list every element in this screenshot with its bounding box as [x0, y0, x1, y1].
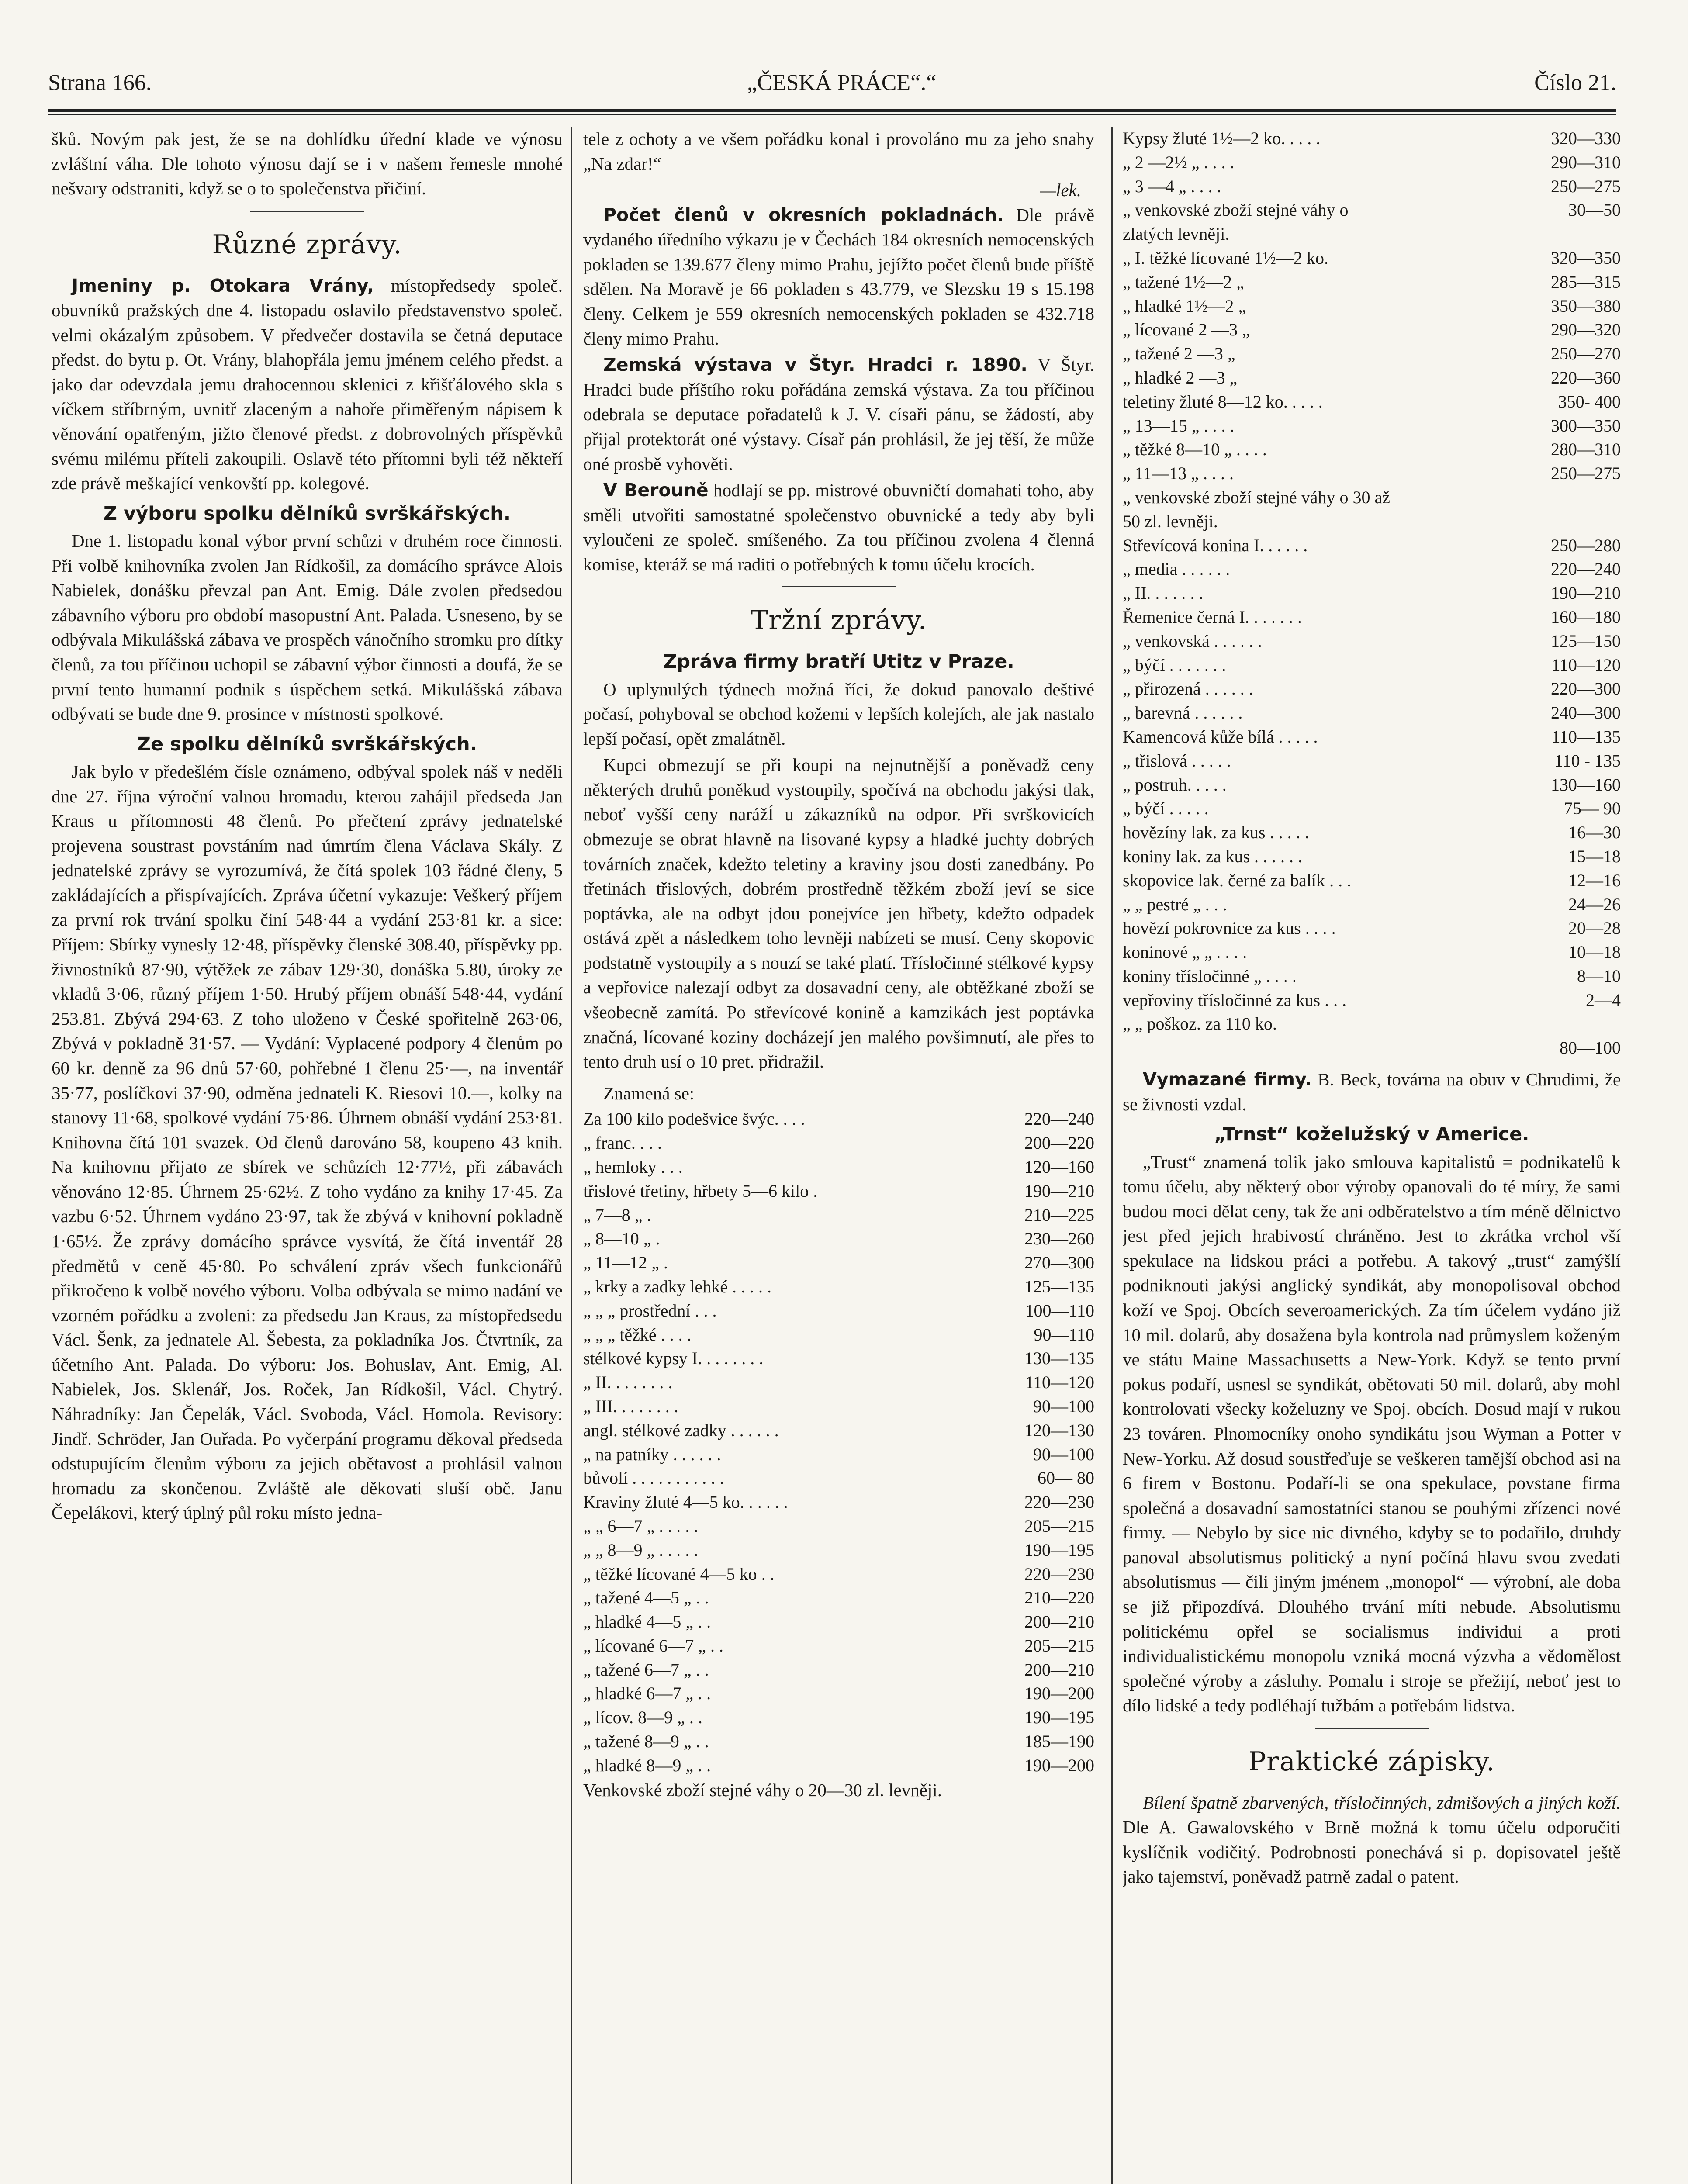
price-list: [1123, 127, 1621, 1060]
price-value: 30—50: [1568, 200, 1621, 220]
price-label: „ krky a zadky lehké . . . . .: [583, 1276, 771, 1296]
price-label: „ „ poškoz. za 110 ko.: [1123, 1014, 1277, 1034]
price-row: [1123, 390, 1621, 414]
note-title: Bílení špatně zbarvených, třísločinných, zdmišových a jiných koží.: [1143, 1792, 1621, 1813]
price-row: [1123, 964, 1621, 988]
price-row: [1123, 629, 1621, 653]
price-row: [583, 1419, 1094, 1443]
article-continuation: šků. Novým pak jest, že se na dohlídku úřední klade ve výnosu zvláštní váha. Dle tohoto výnosu dají se i v našem řemesle mnohé nešvary odstraniti, když se o to společenstva přičiní.: [52, 129, 563, 199]
price-value: 110—135: [1551, 726, 1621, 746]
price-label: „ hladké 1½—2 „: [1123, 296, 1246, 316]
price-label: „ venkovská . . . . . .: [1123, 631, 1262, 651]
price-label: „ tažené 2 —3 „: [1123, 344, 1235, 364]
price-value: 230—260: [1024, 1229, 1094, 1249]
price-label: Kraviny žluté 4—5 ko. . . . . .: [583, 1492, 788, 1512]
news-item-text: „Trust“ znamená tolik jako smlouva kapitalistů = podnikatelů k tomu účelu, aby některý obor výroby opanovali do té míry, že sami budou moci dělat ceny, tak že ani odběratelstvo a tím méně dělnictvo jest před jejich hrabivostí chráněno. Jest to zkrátka vrchol vší spekulace na lidskou práci a potřebu. A takový „trust“ zamýšlí podniknouti jakýsi anglický syndikát, aby monopolisoval obchod koží ve Spoj. Obcích severoamerických. Za tím účelem vydáno již 10 mil. dolarů, aby dosažena byla kontrola nad průmyslem koženým ve státu Maine Massachusetts a New-York. Když se tento první pokus podaří, usnesl se syndikát, obětovati 50 mil. dolarů, aby mohl kontrolovati všecky koželuzny ve Spoj. obcích. Dosud mají v rukou 23 továren. Plnomocníky onoho syndikátu jsou Wyman a Potter v New-Yorku. Až dosud soustřeďuje se veškeren tamější obchod asi na 6 firem v Bostonu. Podaří-li se ona spekulace, povstane firma společná a dosavadní samostatníci stanou se pouhými zřízenci nové firmy. — Nebylo by sice nic divného, kdyby se to podařilo, druhdy panoval absolutismus politický a nyní počíná hlavu svou zvedati absolutismus — čili jiným jménem „monopol“ — výrobní, ale doba se již připozdívá. Dlouhého trvání míti nebude. Absolutismu politickému opřel se socialismus individui a proti individualistickému monopolu vzniká mocná výzvha a vědomělost společné výroby a zásluhy. Pomalu i stroje se přežijí, neboť jest to dílo lidské a tedy podléhají tužbám a potřebám lidstva.: [1123, 1151, 1621, 1716]
price-value: 110 - 135: [1554, 750, 1621, 771]
price-label: „ I. těžké lícované 1½—2 ko.: [1123, 248, 1328, 268]
price-value: 250—275: [1551, 176, 1621, 196]
news-item: [583, 478, 1094, 577]
price-row: [1123, 414, 1621, 438]
price-value: 250—270: [1551, 344, 1621, 364]
price-value: 205—215: [1024, 1516, 1094, 1536]
price-label: „ „ pestré „ . . .: [1123, 894, 1227, 914]
price-value: 185—190: [1024, 1731, 1094, 1752]
price-row: [1123, 581, 1621, 605]
price-row: [1123, 940, 1621, 964]
author-signature: —lek.: [1040, 180, 1081, 200]
report-paragraph: O uplynulých týdnech možná říci, že dokud panovalo deštivé počasí, pohyboval se obchod kožemi v lepších kolejích, ale jak nastalo lepší počasí, opět zmalátněl.: [583, 679, 1094, 749]
price-list: [583, 1107, 1094, 1777]
price-label: bůvolí . . . . . . . . . . .: [583, 1468, 724, 1488]
price-value: 60— 80: [1038, 1468, 1094, 1488]
price-value: [1615, 510, 1621, 534]
price-row: [1123, 749, 1621, 773]
price-row: [1123, 677, 1621, 701]
news-item-text: V Štyr. Hradci bude příštího roku pořádána zemská výstava. Za tou příčinou odebrala se deputace pořadatelů k J. V. císaři pánu, se žádostí, aby přijal protektorát oné výstavy. Císař pán prohlásil, že jej těší, že může oné prosbě vyhověti.: [583, 355, 1094, 474]
price-list-note: Venkovské zboží stejné váhy o 20—30 zl. levněji.: [583, 1780, 942, 1800]
news-item-title: Jmeniny p. Otokara Vrány,: [72, 275, 374, 296]
price-label: „ II. . . . . . . .: [583, 1372, 673, 1393]
news-item-title: Zemská výstava v Štyr. Hradci r. 1890.: [603, 354, 1027, 376]
price-row: [1123, 1036, 1621, 1060]
news-item-text: Dne 1. listopadu konal výbor první schůzi v druhém roce činnosti. Při volbě knihovníka zvolen Jan Rídkošil, za domácího správce Alois Nabielek, donášku převzal pan Ant. Emig. Dále zvolen předsedou zábavního výboru pro období masopustní Ant. Palada. Usneseno, by se odbývala Mikulášská zábava ve prospěch vánočního stromku pro dítky členů, za tou příčinou uchopil se zábavní výbor činnosti a doufá, že se první tento humanní podnik s úspěchem setká. Mikulášská zábava odbývati se bude dne 9. prosince v místnosti spolkové.: [52, 531, 563, 724]
price-label: „ hladké 4—5 „ . .: [583, 1612, 711, 1632]
price-label: Řemenice černá I. . . . . . .: [1123, 607, 1302, 627]
price-label: „ „ „ prostřední . . .: [583, 1300, 717, 1320]
news-item-title: Z výboru spolku dělníků svrškářských.: [103, 502, 511, 525]
price-value: 220—240: [1024, 1109, 1094, 1129]
price-row: [583, 1227, 1094, 1251]
price-label: hovězí pokrovnice za kus . . . .: [1123, 918, 1336, 938]
price-value: 220—240: [1551, 559, 1621, 579]
price-value: 90—100: [1033, 1396, 1094, 1416]
note-text: Dle A. Gawalovského v Brně možná k tomu účelu odporučiti kyslíčnik vodičitý. Podrobnosti ponechává si p. dopisovatel ještě jako tajemství, poněvadž patrně zadal o patent.: [1123, 1817, 1621, 1887]
price-value: 75— 90: [1564, 798, 1621, 819]
price-label: „ tažené 8—9 „ . .: [583, 1731, 709, 1752]
price-value: 320—330: [1551, 128, 1621, 148]
news-item-title: Ze spolku dělníků svrškářských.: [137, 733, 477, 755]
section-title-market-news: Tržní zprávy.: [751, 605, 927, 636]
price-value: 190—200: [1024, 1755, 1094, 1775]
page-number: Strana 166.: [48, 70, 152, 95]
price-label: „ 8—10 „ .: [583, 1229, 660, 1249]
price-row: [583, 1634, 1094, 1658]
price-row: [583, 1706, 1094, 1730]
price-value: 190—210: [1551, 583, 1621, 603]
price-row: [1123, 318, 1621, 342]
price-label: angl. stélkové zadky . . . . . .: [583, 1420, 779, 1440]
report-title: Zpráva firmy bratří Utitz v Praze.: [663, 651, 1014, 673]
price-value: 220—360: [1551, 367, 1621, 387]
price-label: „ třislová . . . . .: [1123, 750, 1231, 771]
price-value: 200—210: [1024, 1659, 1094, 1679]
price-value: 120—130: [1024, 1420, 1094, 1440]
price-label: koninové „ „ . . . .: [1123, 942, 1247, 962]
price-value: 125—150: [1551, 631, 1621, 651]
price-value: 190—210: [1024, 1181, 1094, 1201]
price-value: 90—110: [1034, 1324, 1094, 1344]
price-row: [1123, 175, 1621, 199]
news-item-text: Dle právě vydaného úředního výkazu je v Čechách 184 okresních nemocenských pokladen se 139.677 členy mimo Prahu, jejížto počet členů bude příště sdělen. Na Moravě je 66 pokladen s 43.779, ve Slezsku 19 s 15.198 členy. Celkem je 559 okresních nemocenských pokladen se 432.718 členy mimo Prahu.: [583, 204, 1094, 349]
price-label: „ II. . . . . . .: [1123, 583, 1204, 603]
column-divider: [1111, 127, 1113, 2184]
price-list-intro: Znamená se:: [603, 1083, 695, 1103]
price-value: 285—315: [1551, 272, 1621, 292]
price-row: [1123, 438, 1621, 462]
news-item-text: místopředsedy společ. obuvníků pražských dne 4. listopadu oslavilo představenstvo společ. velmi okázalým způsobem. V předvečer dostavila se četná deputace předst. do bytu p. Ot. Vrány, blahopřála jemu jménem celého předst. a jako dar odevzdala jemu drahocennou sklenici z křišťálového skla s víčkem stříbrným, uvnitř zlaceným a nahoře přiměřeným nápisem k věnování opatřeným, jižto členové předst. z dobrovolných příspěvků svému milému příteli zakoupili. Oslavě této přítomni byli též někteří zde právě meškající venkovští pp. kolegové.: [52, 275, 563, 494]
separator-rule: [250, 211, 364, 212]
price-row: [1123, 1012, 1621, 1036]
price-label: Kypsy žluté 1½—2 ko. . . . .: [1123, 128, 1321, 148]
price-value: 110—120: [1025, 1372, 1094, 1393]
header-rule: [48, 109, 1616, 112]
price-row: [583, 1323, 1094, 1347]
price-row: [1123, 845, 1621, 869]
running-head: [48, 61, 1616, 109]
price-row: [583, 1443, 1094, 1467]
news-item-text: hodlají se pp. mistrové obuvničtí domahati toho, aby směli utvořiti samostatné společenstvo obuvnické a tedy aby byli vyloučeni ze společ. smíšeného. Za tou příčinou zvolena 4 členná komise, kteráž se má raditi o potřebných k tomu účelu krocích.: [583, 480, 1094, 574]
price-value: 210—225: [1024, 1205, 1094, 1225]
column-divider: [571, 127, 572, 2184]
price-value: 120—160: [1024, 1157, 1094, 1177]
price-label: „ tažené 6—7 „ . .: [583, 1659, 709, 1679]
price-label: „ „ 8—9 „ . . . . .: [583, 1540, 699, 1560]
price-label: „ lícov. 8—9 „ . .: [583, 1707, 702, 1728]
price-row: [1123, 486, 1621, 510]
price-value: 16—30: [1568, 822, 1621, 843]
price-value: [1615, 486, 1621, 510]
section-title-practical-notes: Praktické zápisky.: [1248, 1746, 1495, 1777]
price-row: [583, 1107, 1094, 1131]
column-1: [52, 127, 563, 2184]
price-row: [1123, 988, 1621, 1013]
price-value: 15—18: [1568, 846, 1621, 866]
price-value: 80—100: [1560, 1038, 1621, 1058]
price-row: [1123, 198, 1621, 222]
price-row: [1123, 342, 1621, 366]
news-item-title: Počet členů v okresních pokladnách.: [603, 204, 1004, 225]
price-value: 190—200: [1024, 1683, 1094, 1704]
price-value: 320—350: [1551, 248, 1621, 268]
price-label: „ tažené 4—5 „ . .: [583, 1588, 709, 1608]
price-row: [1123, 725, 1621, 749]
price-value: 2—4: [1586, 990, 1621, 1010]
price-row: [583, 1131, 1094, 1155]
news-item: [52, 273, 563, 496]
price-row: [1123, 773, 1621, 797]
price-value: [1615, 1012, 1621, 1036]
column-2: [583, 127, 1094, 2184]
news-item-text: B. Beck, továrna na obuv v Chrudimi, že se živnosti vzdal.: [1123, 1069, 1621, 1114]
price-row: [583, 1538, 1094, 1562]
price-label: skopovice lak. černé za balík . . .: [1123, 870, 1352, 890]
price-label: Střevícová konina I. . . . . .: [1123, 535, 1308, 555]
price-row: [583, 1658, 1094, 1682]
price-row: [583, 1275, 1094, 1299]
price-value: 200—220: [1024, 1133, 1094, 1153]
price-value: 200—210: [1024, 1612, 1094, 1632]
price-row: [583, 1203, 1094, 1227]
article-continuation: tele z ochoty a ve všem pořádku konal i provoláno mu za jeho snahy „Na zdar!“: [583, 129, 1094, 174]
price-label: „ lícované 2 —3 „: [1123, 320, 1250, 340]
price-label: „ 7—8 „ .: [583, 1205, 651, 1225]
price-value: 250—275: [1551, 463, 1621, 484]
price-value: 220—230: [1024, 1564, 1094, 1584]
price-row: [583, 1682, 1094, 1706]
news-item: [583, 203, 1094, 351]
separator-rule: [1315, 1728, 1429, 1729]
price-label: „ 11—13 „ . . . .: [1123, 463, 1234, 484]
price-label: „ franc. . . .: [583, 1133, 662, 1153]
price-value: 130—135: [1024, 1348, 1094, 1368]
price-label: „ hemloky . . .: [583, 1157, 683, 1177]
journal-title: „ČESKÁ PRÁCE“.“: [747, 70, 937, 95]
price-label: „ III. . . . . . . .: [583, 1396, 678, 1416]
price-row: [583, 1730, 1094, 1754]
price-label: teletiny žluté 8—12 ko. . . . .: [1123, 391, 1323, 411]
section-title-various-news: Různé zprávy.: [212, 229, 402, 260]
price-label: „ venkovské zboží stejné váhy o: [1123, 200, 1349, 220]
price-value: 100—110: [1025, 1300, 1094, 1320]
note-item: [1123, 1790, 1621, 1889]
price-row: [1123, 510, 1621, 534]
price-row: [583, 1299, 1094, 1323]
price-row: [1123, 270, 1621, 294]
separator-rule: [782, 586, 896, 587]
price-value: 290—310: [1551, 152, 1621, 172]
price-row: [1123, 246, 1621, 270]
price-label: Kamencová kůže bílá . . . . .: [1123, 726, 1318, 746]
price-value: 8—10: [1577, 966, 1621, 986]
price-row: [1123, 869, 1621, 893]
news-item-title: V Berouně: [603, 480, 709, 501]
price-row: [1123, 222, 1621, 246]
news-item-title: „Trnst“ koželužský v Americe.: [1214, 1123, 1529, 1146]
price-label: [1123, 1036, 1554, 1060]
price-label: „ tažené 1½—2 „: [1123, 272, 1244, 292]
price-value: 190—195: [1024, 1707, 1094, 1728]
price-label: „ 2 —2½ „ . . . .: [1123, 152, 1235, 172]
price-row: [1123, 653, 1621, 677]
price-row: [1123, 797, 1621, 821]
price-row: [583, 1586, 1094, 1610]
price-row: [1123, 151, 1621, 175]
price-row: [583, 1754, 1094, 1778]
price-row: [583, 1155, 1094, 1179]
price-value: 240—300: [1551, 703, 1621, 723]
price-value: 290—320: [1551, 320, 1621, 340]
price-value: 12—16: [1568, 870, 1621, 890]
price-label: stélkové kypsy I. . . . . . . .: [583, 1348, 764, 1368]
price-label: „ hladké 6—7 „ . .: [583, 1683, 711, 1704]
price-label: „ 11—12 „ .: [583, 1253, 668, 1273]
price-row: [583, 1371, 1094, 1395]
price-value: 350—380: [1551, 296, 1621, 316]
price-value: 250—280: [1551, 535, 1621, 555]
report-paragraph: Kupci obmezují se při koupi na nejnutnější a poněvadž ceny některých druhů poněkud vystoupily, spočívá na obchodu jakýsi tlak, neboť vyšší ceny narážÍ u zákazníků na odpor. Při svrškovicích obmezuje se obrat hlavně na lisované kypsy a hladké juchty dobrých továrních značek, kdežto teletiny a kraviny jsou dosti zanedbány. Po třetinách třislových, dobrém prostředně těžkém zboží jeví se sice poptávka, ale na odbyt jdou ponejvíce jen hřbety, kdežto odpadek ostává zpět a následkem toho levněji nabízeti se musí. Ceny skopovic podstatně vystoupily a s nouzí se také platí. Třísločinné stélkové kypsy a vepřovice nalezají odbyt za dosavadní ceny, ale obtěžkané zboží se všeobecně zamítá. Po střevícové konině a kamzikách jest poptávka značná, lícované koziny docházejí jen malého povšimnutí, ale přes to tento druh usí o 10 pret. přidražil.: [583, 755, 1094, 1072]
price-row: [1123, 916, 1621, 940]
price-label: zlatých levněji.: [1123, 224, 1230, 244]
price-row: [583, 1466, 1094, 1490]
price-label: Za 100 kilo podešvice švýc. . . .: [583, 1109, 805, 1129]
price-value: 210—220: [1024, 1588, 1094, 1608]
price-value: 24—26: [1568, 894, 1621, 914]
price-row: [1123, 557, 1621, 581]
price-value: 10—18: [1568, 942, 1621, 962]
price-label: hovězíny lak. za kus . . . . .: [1123, 822, 1309, 843]
news-item-text: Jak bylo v předešlém čísle oznámeno, odbýval spolek náš v neděli dne 27. října výroční valnou hromadu, kterou zahájil předseda Jan Kraus u přítomnosti 48 členů. Po přečtení zprávy jednatelské projevena soustrast povstáním nad úmrtím člena Václava Skály. Z jednatelské zprávy se vyrozumívá, že čítá spolek 103 řádné členy, 5 zakládajících a přispívajících. Zpráva účetní vykazuje: Veškerý příjem za první rok trvání spolku činí 548·44 a vydání 253·81 kr. a sice: Příjem: Sbírky vynesly 12·48, příspěvky členské 308.40, příspěvky pp. živnostníků 87·90, výtěžek ze zábav 129·30, donáška 5.80, úroky ze vkladů 3·06, různý příjem 1·50. Hrubý příjem obnáší 548·44, vydání 253.81. Zbývá 294·63. Z toho uloženo v České spořitelně 263·06, Zbývá v pokladně 31·57. — Vydání: Vyplacené podpory 4 členům po 60 kr. denně za 96 dnů 57·60, pohřebné 1 členu 25·—, na inventář 35·77, poslíčkovi 37·90, odměna jednateli K. Riesovi 10.—, kolky na stanovy 11·68, spolkové vydání 75·86. Úhrnem obnáší vydání 253·81. Knihovna čítá 101 svazek. Od členů darováno 58, koupeno 43 knih. Na knihovnu přijato ze sbírek ve schůzích 12·77½, při zábavách věnováno 12·85. Úhrnem 25·62½. Z toho vydáno za knihy 17·45. Za vazbu 6·52. Úhrnem vydáno 23·97, tak že zbývá v knihovní pokladně 1·65½. Že zprávy domácího správce vysvítá, že čítá inventář 28 předmětů v ceně 45·80. Po schválení zpráv všech funkcionářů přikročeno k volbě nového výboru. Volba odbývala se mimo nadání ve vzorném pořádku a zvoleni: za předsedu Jan Kraus, za místopředsedu Václ. Šenk, za jednatele Al. Šebesta, za pokladníka Jos. Čtvrtník, za účetního Ant. Palada. Do výboru: Jos. Bohuslav, Ant. Emig, Al. Nabielek, Jos. Sklenář, Jos. Roček, Jan Rídkošil, Václ. Chytrý. Náhradníky: Jan Čepelák, Václ. Svoboda, Václ. Homola. Revisory: Jindř. Schröder, Jan Ouřada. Po vyčerpání programu děkoval předseda odstupujícím členům výboru za jejich obětavost a prohlásil valnou hromadu za skončenou. Zvláště ale děkovati sluší obč. Janu Čepelákovi, který úplný půl roku místo jedna-: [52, 761, 563, 1523]
price-label: „ media . . . . . .: [1123, 559, 1230, 579]
issue-number: Číslo 21.: [1534, 70, 1616, 95]
price-label: „ hladké 2 —3 „: [1123, 367, 1238, 387]
price-label: 50 zl. levněji.: [1123, 511, 1218, 531]
price-value: 220—300: [1551, 679, 1621, 699]
column-3: [1123, 127, 1621, 2184]
price-label: „ postruh. . . . .: [1123, 774, 1227, 795]
news-item: [1123, 1067, 1621, 1116]
price-value: 125—135: [1024, 1276, 1094, 1296]
price-label: „ 3 —4 „ . . . .: [1123, 176, 1221, 196]
price-row: [1123, 127, 1621, 151]
price-row: [1123, 366, 1621, 390]
price-value: 20—28: [1568, 918, 1621, 938]
price-value: 190—195: [1024, 1540, 1094, 1560]
price-row: [1123, 701, 1621, 725]
price-label: „ „ „ těžké . . . .: [583, 1324, 692, 1344]
news-item: [583, 352, 1094, 476]
header-rule-thin: [48, 114, 1616, 115]
price-value: 130—160: [1551, 774, 1621, 795]
price-label: koniny třísločinné „ . . . .: [1123, 966, 1297, 986]
price-label: „ těžké lícované 4—5 ko . .: [583, 1564, 775, 1584]
price-label: „ na patníky . . . . . .: [583, 1444, 721, 1464]
price-value: 270—300: [1024, 1253, 1094, 1273]
price-value: 110—120: [1551, 655, 1621, 675]
news-item-title: Vymazané firmy.: [1143, 1069, 1312, 1090]
price-value: 205—215: [1024, 1635, 1094, 1655]
price-label: koniny lak. za kus . . . . . .: [1123, 846, 1303, 866]
price-label: vepřoviny třísločinné za kus . . .: [1123, 990, 1347, 1010]
price-row: [583, 1490, 1094, 1514]
price-label: „ 13—15 „ . . . .: [1123, 415, 1235, 435]
price-row: [583, 1347, 1094, 1371]
price-label: „ hladké 8—9 „ . .: [583, 1755, 711, 1775]
price-row: [583, 1251, 1094, 1275]
price-row: [583, 1395, 1094, 1419]
price-row: [1123, 605, 1621, 629]
price-label: třislové třetiny, hřbety 5—6 kilo .: [583, 1181, 818, 1201]
price-row: [583, 1179, 1094, 1203]
price-value: 300—350: [1551, 415, 1621, 435]
price-value: 220—230: [1024, 1492, 1094, 1512]
price-value: 280—310: [1551, 439, 1621, 460]
price-label: „ těžké 8—10 „ . . . .: [1123, 439, 1267, 460]
price-row: [583, 1562, 1094, 1586]
price-row: [583, 1514, 1094, 1538]
price-value: 160—180: [1551, 607, 1621, 627]
price-row: [1123, 294, 1621, 318]
price-row: [1123, 893, 1621, 917]
price-label: „ barevná . . . . . .: [1123, 703, 1243, 723]
price-row: [1123, 462, 1621, 486]
price-value: 90—100: [1033, 1444, 1094, 1464]
price-label: „ přirozená . . . . . .: [1123, 679, 1253, 699]
price-row: [1123, 534, 1621, 558]
price-row: [583, 1610, 1094, 1634]
price-row: [1123, 821, 1621, 845]
price-label: „ venkovské zboží stejné váhy o 30 až: [1123, 487, 1391, 507]
price-value: 350- 400: [1558, 391, 1621, 411]
price-label: „ býčí . . . . . . .: [1123, 655, 1226, 675]
price-label: „ býčí . . . . .: [1123, 798, 1209, 819]
price-value: [1615, 222, 1621, 246]
price-label: „ lícované 6—7 „ . .: [583, 1635, 723, 1655]
price-label: „ „ 6—7 „ . . . . .: [583, 1516, 699, 1536]
